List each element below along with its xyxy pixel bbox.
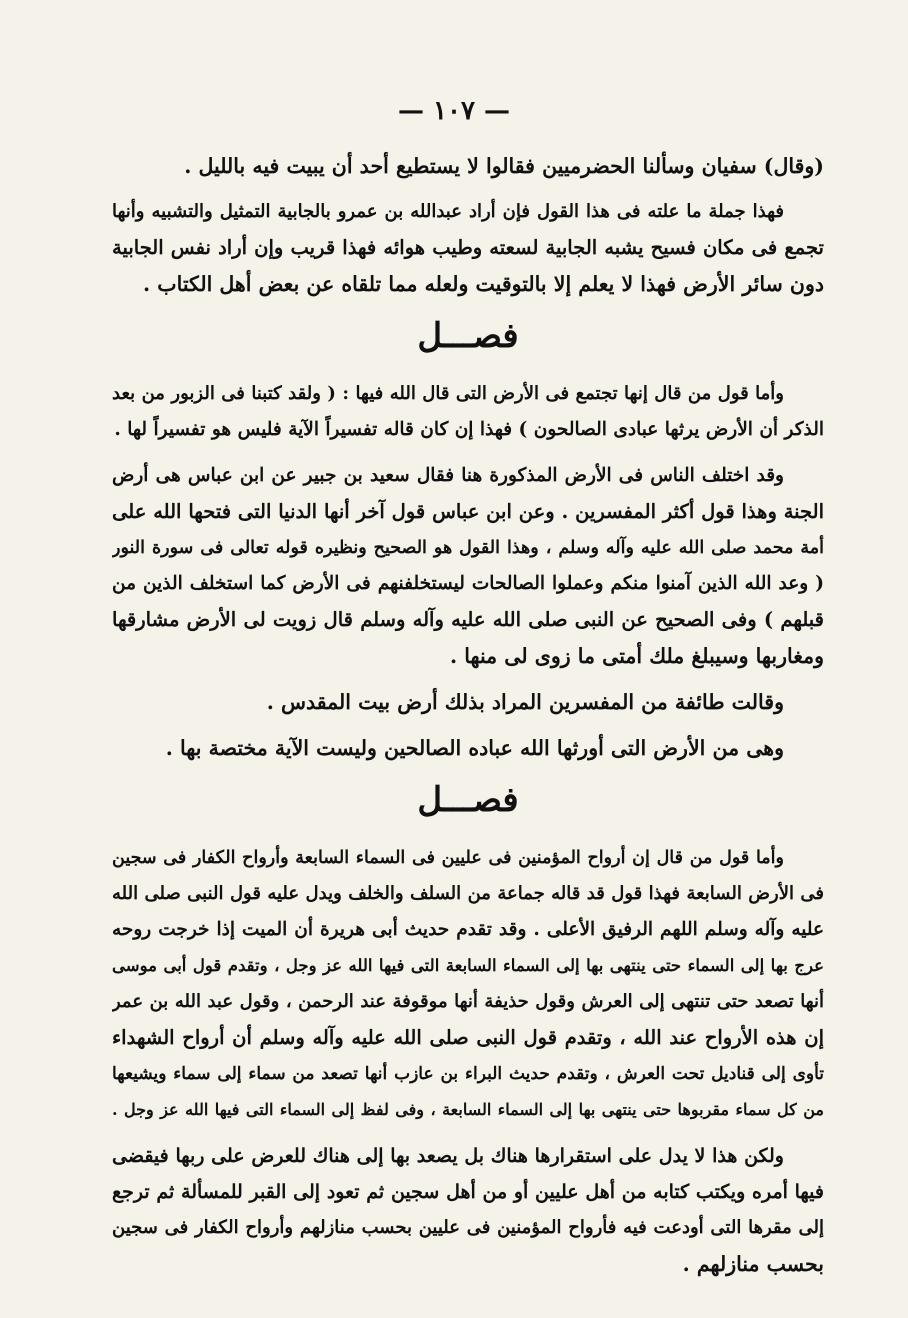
paragraph-2 <box>112 194 824 302</box>
text-line: إن هذه الأرواح عند الله ، وتقدم قول النبى صلى الله عليه وآله وسلم أن أرواح الشهداء <box>112 1026 824 1049</box>
text-line: ( وعد الله الذين آمنوا منكم وعملوا الصالحات ليستخلفنهم فى الأرض كما استخلف الذين من <box>112 573 824 594</box>
text-line: ولكن هذا لا يدل على استقرارها هناك بل يصعد بها إلى هناك للعرض على ربها فيقضى <box>112 1145 784 1167</box>
text-line: بحسب منازلهم . <box>682 1252 824 1276</box>
section-heading-1: فصـــل <box>417 316 519 356</box>
text-line: من كل سماء مقربوها حتى ينتهى بها إلى السماء السابعة ، وفى لفظ إلى السماء التى فيها الله عز وجل . <box>112 1100 824 1119</box>
text-line: تجمع فى مكان فسيح يشبه الجابية لسعته وطيب هوائه فهذا قريب وإن أراد نفس الجابية <box>112 236 824 259</box>
paragraph-8 <box>112 1138 824 1282</box>
paragraph-5 <box>112 684 824 720</box>
paragraph-1 <box>112 148 824 184</box>
text-line: أنها تصعد حتى تنتهى إلى العرش وقول حذيفة أنها موقوفة عند الرحمن ، وقول عبد الله بن عمر <box>112 991 824 1012</box>
text-line: الجنة وهذا قول أكثر المفسرين . وعن ابن عباس قول آخر أنها الدنيا التى فتحها الله على <box>112 500 824 523</box>
text-line: فى الأرض السابعة فهذا قول قد قاله جماعة من السلف والخلف ويدل عليه قول النبى صلى الله <box>112 883 824 904</box>
text-line: فيها أمره ويكتب كتابه من أهل عليين أو من أهل سجين ثم تعود إلى القبر للمسألة ثم ترجع <box>112 1181 824 1203</box>
text-line: وأما قول من قال إنها تجتمع فى الأرض التى قال الله فيها : ( ولقد كتبنا فى الزبور من بعد <box>112 383 784 404</box>
text-line: (وقال) سفيان وسألنا الحضرميين فقالوا لا يستطيع أحد أن يبيت فيه بالليل . <box>184 154 824 178</box>
text-line: قبلهم ) وفى الصحيح عن النبى صلى الله عليه وآله وسلم قال زويت لى الأرض مشارقها <box>112 608 824 631</box>
text-line: فهذا جملة ما علته فى هذا القول فإن أراد عبدالله بن عمرو بالجابية التمثيل والتشبيه وأنها <box>112 201 784 222</box>
text-line: الذكر أن الأرض يرثها عبادى الصالحون ) فهذا إن كان قاله تفسيراً الآية فليس هو تفسيراً لها . <box>114 419 824 440</box>
paragraph-3 <box>112 376 824 448</box>
paragraph-4 <box>112 458 824 674</box>
text-line: وهى من الأرض التى أورثها الله عباده الصالحين وليست الآية مختصة بها . <box>165 736 784 760</box>
text-line: أمة محمد صلى الله عليه وآله وسلم ، وهذا القول هو الصحيح ونظيره قوله تعالى فى سورة النور <box>112 538 824 558</box>
paragraph-6 <box>112 730 824 766</box>
page-number: — ١٠٧ — <box>397 96 511 126</box>
text-line: دون سائر الأرض فهذا لا يعلم إلا بالتوقيت ولعله مما تلقاه عن بعض أهل الكتاب . <box>143 272 824 296</box>
paragraph-7 <box>112 840 824 1128</box>
text-line: إلى مقرها التى أودعت فيه فأرواح المؤمنين فى عليين بحسب منازلهم وأرواح الكفار فى سجين <box>112 1217 824 1238</box>
text-line: عرج بها إلى السماء حتى ينتهى بها إلى السماء السابعة التى فيها الله عز وجل ، وتقدم قول أبى موسى <box>112 956 824 975</box>
text-line: عليه وآله وسلم اللهم الرفيق الأعلى . وقد تقدم حديث أبى هريرة أن الميت إذا خرجت روحه <box>112 919 824 940</box>
text-line: وقالت طائفة من المفسرين المراد بذلك أرض بيت المقدس . <box>266 690 784 714</box>
text-line: تأوى إلى قناديل تحت العرش ، وتقدم حديث البراء بن عازب أنها تصعد من سماء إلى سماء ويشيعها <box>112 1064 824 1084</box>
text-line: ومغاربها وسيبلغ ملك أمتى ما زوى لى منها . <box>450 644 824 668</box>
section-heading-2: فصـــل <box>417 780 519 820</box>
text-line: وأما قول من قال إن أرواح المؤمنين فى عليين فى السماء السابعة وأرواح الكفار فى سجين <box>112 848 784 868</box>
page-body <box>112 148 824 1282</box>
text-line: وقد اختلف الناس فى الأرض المذكورة هنا فقال سعيد بن جبير عن ابن عباس هى أرض <box>112 465 784 486</box>
